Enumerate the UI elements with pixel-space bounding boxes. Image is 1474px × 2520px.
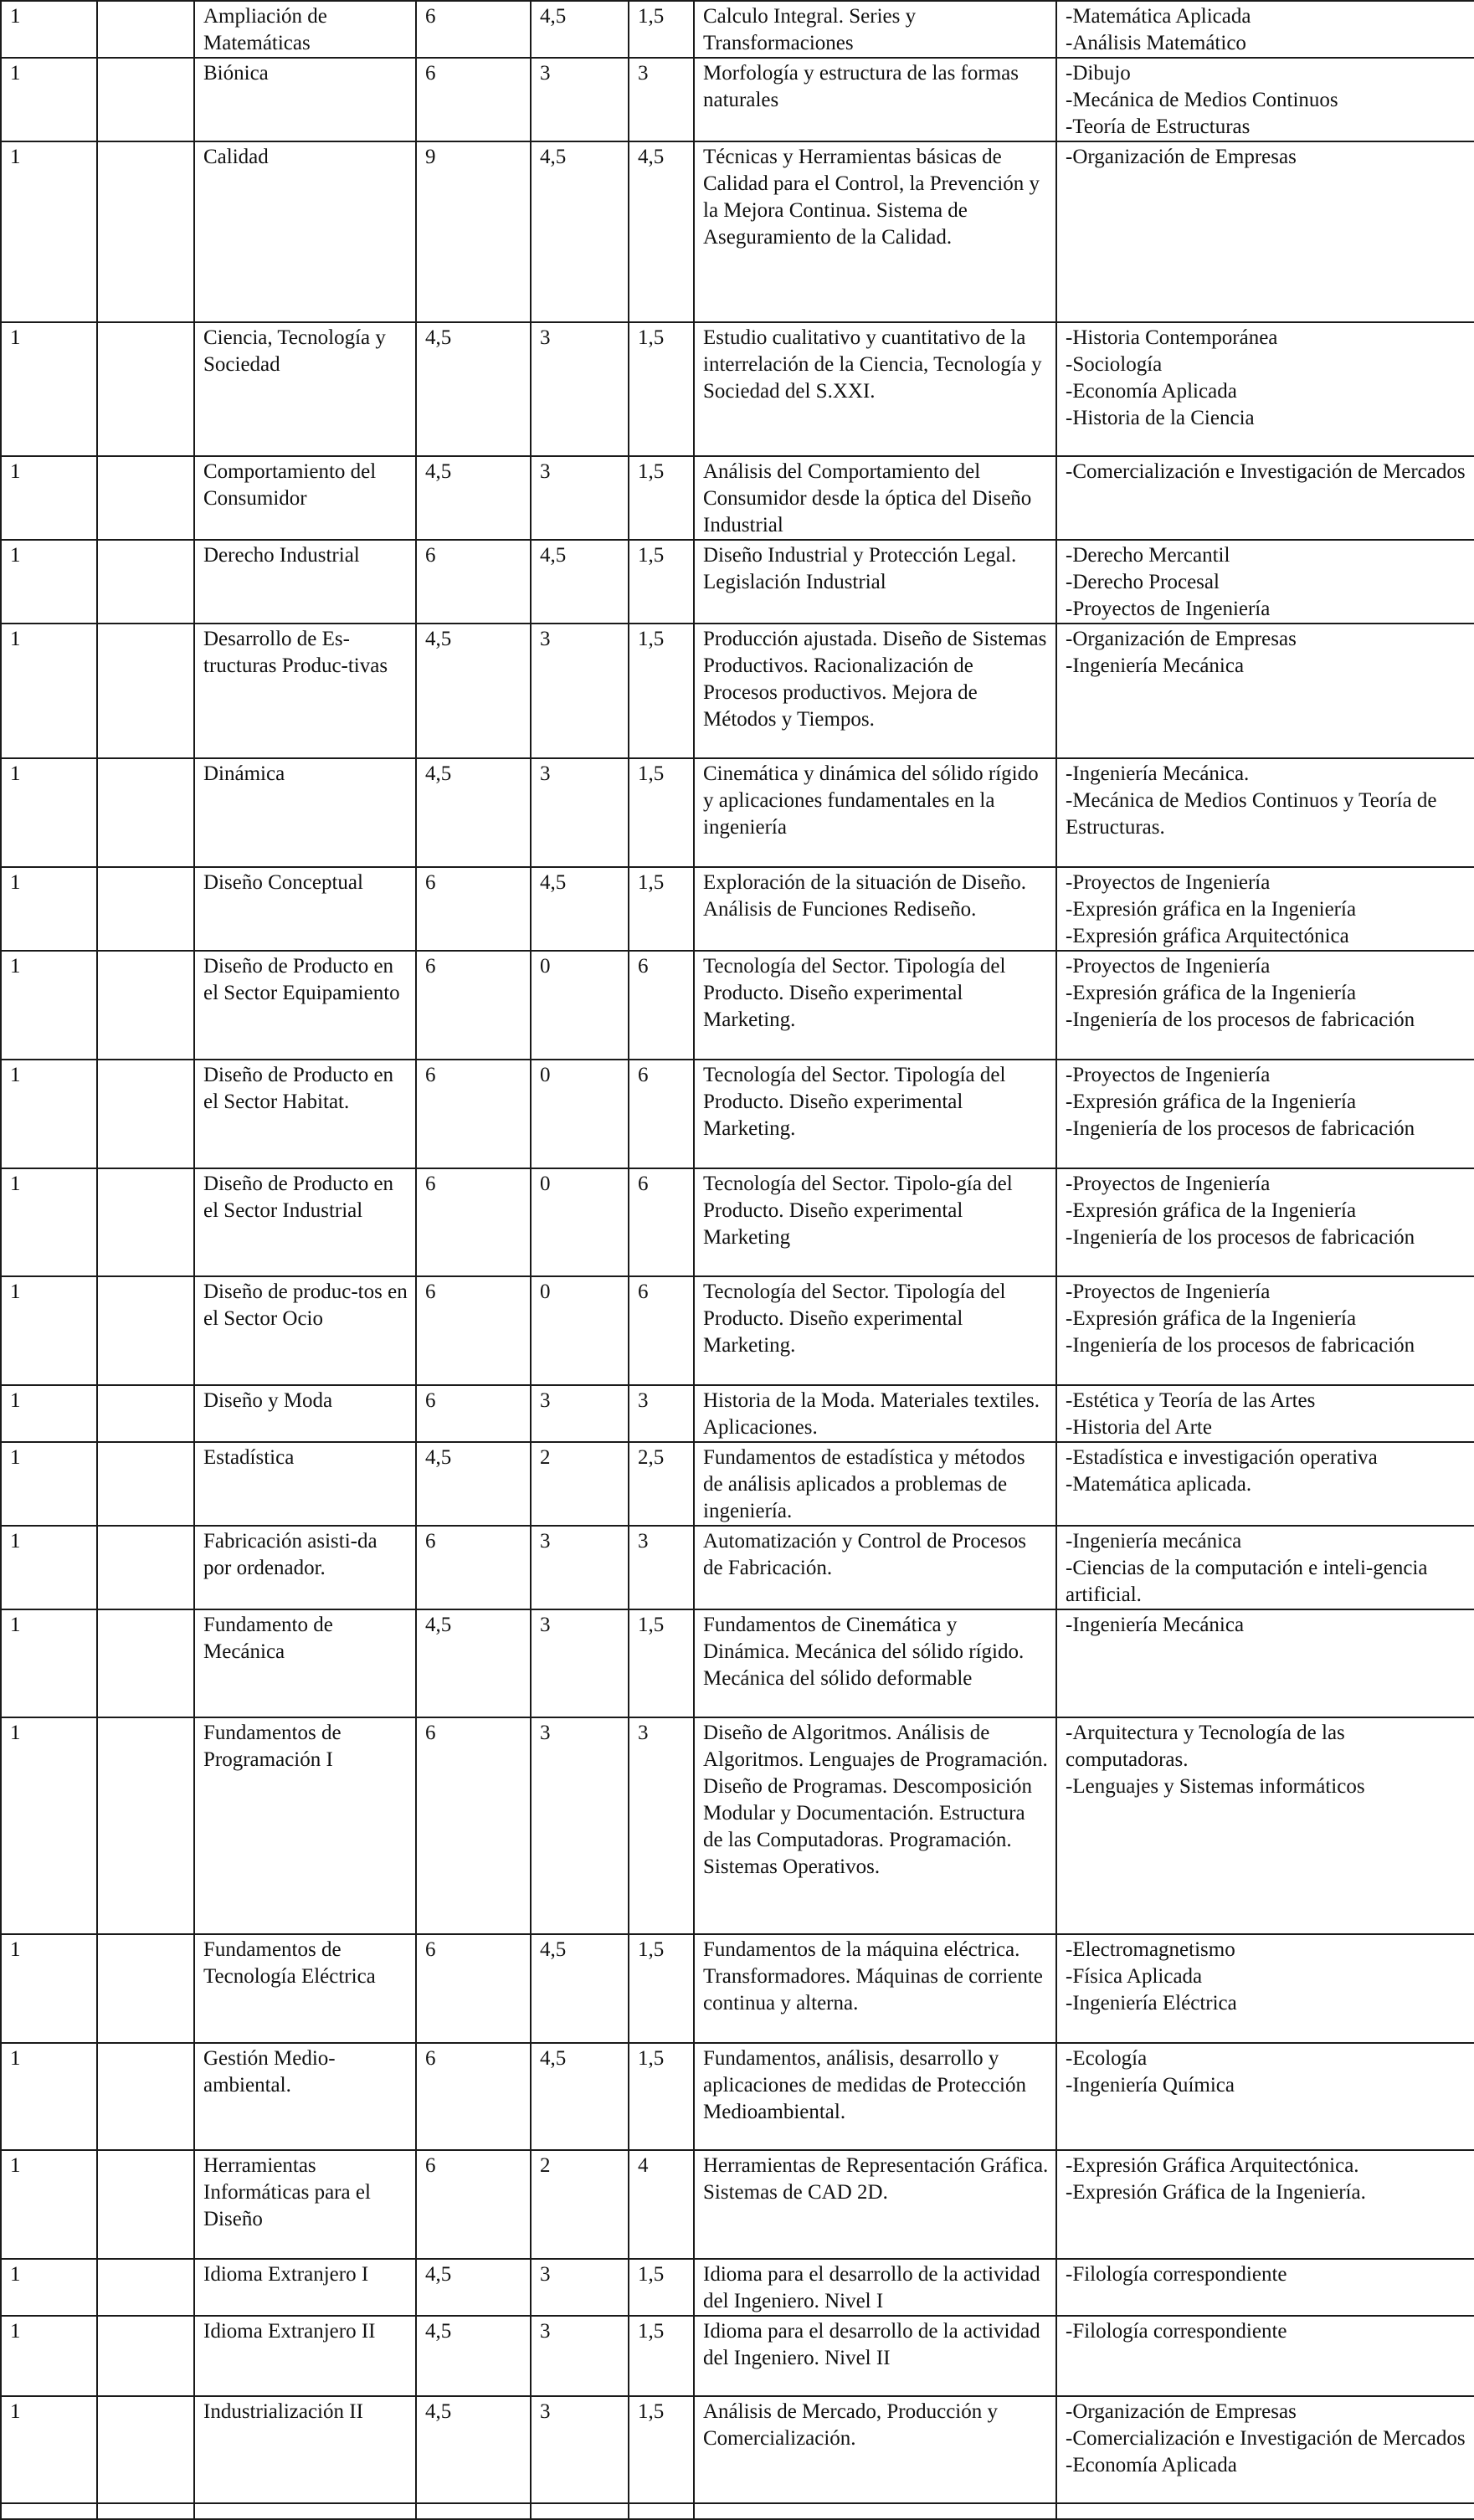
total-credits-cell: 6	[416, 1060, 531, 1168]
knowledge-area-item: -Ecología	[1066, 2047, 1148, 2070]
content-cell: Fundamentos de Cinemática y Dinámica. Mecánica del sólido rígido. Mecánica del sólido deformable	[694, 1609, 1056, 1717]
type-cell	[97, 624, 194, 758]
total-credits-cell: 6	[416, 58, 531, 141]
knowledge-areas-cell	[1056, 951, 1474, 1060]
table-row	[1, 951, 1474, 1060]
theory-credits-cell: 3	[531, 1717, 629, 1934]
subject-name-cell: Ampliación de Matemáticas	[194, 1, 416, 58]
type-cell	[97, 1934, 194, 2043]
content-cell: Tecnología del Sector. Tipología del Producto. Diseño experimental Marketing.	[694, 1276, 1056, 1385]
total-credits-cell: 6	[416, 1385, 531, 1442]
table-row	[1, 322, 1474, 456]
type-cell	[97, 758, 194, 867]
total-credits-cell: 6	[416, 867, 531, 951]
knowledge-areas-cell	[1056, 2043, 1474, 2150]
course-cell: 1	[1, 951, 97, 1060]
content-cell: Exploración de la situación de Diseño. Análisis de Funciones Rediseño.	[694, 867, 1056, 951]
total-credits-cell: 6	[416, 1717, 531, 1934]
type-cell	[97, 1442, 194, 1526]
practice-credits-cell: 6	[629, 1060, 694, 1168]
practice-credits-cell: 6	[629, 1276, 694, 1385]
total-credits-cell: 6	[416, 1, 531, 58]
course-cell: 1	[1, 1717, 97, 1934]
knowledge-areas-cell	[1056, 322, 1474, 456]
knowledge-area-item: -Ingeniería Mecánica	[1066, 1614, 1245, 1636]
knowledge-area-item: -Matemática aplicada.	[1066, 1473, 1252, 1496]
total-credits-cell: 6	[416, 1934, 531, 2043]
type-cell	[97, 2259, 194, 2316]
subject-name-cell: Diseño de Producto en el Sector Habitat.	[194, 1060, 416, 1168]
subject-name-cell: Herramientas Informáticas para el Diseño	[194, 2150, 416, 2259]
type-cell	[97, 540, 194, 624]
knowledge-areas-cell	[1056, 1609, 1474, 1717]
practice-credits-cell: 1,5	[629, 624, 694, 758]
content-cell: Tecnología del Sector. Tipolo-gía del Producto. Diseño experimental Marketing	[694, 1168, 1056, 1276]
table-row	[1, 58, 1474, 141]
type-cell	[97, 2503, 194, 2519]
content-cell: Historia de la Moda. Materiales textiles. Aplicaciones.	[694, 1385, 1056, 1442]
knowledge-area-item: -Derecho Procesal	[1066, 571, 1220, 593]
course-cell: 1	[1, 2396, 97, 2503]
content-cell: Diseño Industrial y Protección Legal. Legislación Industrial	[694, 540, 1056, 624]
table-row	[1, 2150, 1474, 2259]
table-row	[1, 758, 1474, 867]
knowledge-area-item: -Filología correspondiente	[1066, 2263, 1287, 2286]
knowledge-areas-cell	[1056, 1168, 1474, 1276]
theory-credits-cell: 3	[531, 2259, 629, 2316]
knowledge-area-item: -Lenguajes y Sistemas informáticos	[1066, 1775, 1365, 1798]
type-cell	[97, 2150, 194, 2259]
subject-name-cell	[194, 2503, 416, 2519]
course-cell: 1	[1, 1609, 97, 1717]
course-cell: 1	[1, 1276, 97, 1385]
table-row	[1, 1, 1474, 58]
course-cell	[1, 2503, 97, 2519]
course-cell: 1	[1, 624, 97, 758]
type-cell	[97, 58, 194, 141]
content-cell: Análisis del Comportamiento del Consumidor desde la óptica del Diseño Industrial	[694, 456, 1056, 540]
knowledge-area-item: -Análisis Matemático	[1066, 32, 1246, 54]
total-credits-cell: 4,5	[416, 456, 531, 540]
total-credits-cell	[416, 2503, 531, 2519]
knowledge-areas-cell	[1056, 1526, 1474, 1609]
course-cell: 1	[1, 1934, 97, 2043]
table-row	[1, 2396, 1474, 2503]
course-cell: 1	[1, 2259, 97, 2316]
knowledge-area-item: -Mecánica de Medios Continuos	[1066, 89, 1338, 111]
type-cell	[97, 1, 194, 58]
content-cell: Herramientas de Representación Gráfica. Sistemas de CAD 2D.	[694, 2150, 1056, 2259]
course-cell: 1	[1, 540, 97, 624]
knowledge-area-item: -Ingeniería de los procesos de fabricación	[1066, 1117, 1415, 1140]
content-cell: Análisis de Mercado, Producción y Comercialización.	[694, 2396, 1056, 2503]
table-row	[1, 2043, 1474, 2150]
table-row	[1, 1385, 1474, 1442]
knowledge-area-item: -Ingeniería Química	[1066, 2074, 1235, 2097]
course-cell: 1	[1, 1526, 97, 1609]
type-cell	[97, 456, 194, 540]
theory-credits-cell: 3	[531, 2316, 629, 2396]
theory-credits-cell: 3	[531, 456, 629, 540]
knowledge-areas-cell	[1056, 624, 1474, 758]
content-cell: Técnicas y Herramientas básicas de Calidad para el Control, la Prevención y la Mejora Continua. Sistema de Aseguramiento de la Calidad.	[694, 141, 1056, 322]
knowledge-areas-cell	[1056, 141, 1474, 322]
theory-credits-cell: 3	[531, 2396, 629, 2503]
knowledge-areas-cell	[1056, 2316, 1474, 2396]
knowledge-area-item: -Expresión gráfica de la Ingeniería	[1066, 1307, 1357, 1330]
knowledge-area-item: -Arquitectura y Tecnología de las computadoras.	[1066, 1722, 1345, 1771]
table-row	[1, 1934, 1474, 2043]
content-cell	[694, 2503, 1056, 2519]
knowledge-areas-cell	[1056, 2150, 1474, 2259]
knowledge-area-item: -Ingeniería de los procesos de fabricación	[1066, 1226, 1415, 1249]
content-cell: Fundamentos de la máquina eléctrica. Transformadores. Máquinas de corriente continua y alterna.	[694, 1934, 1056, 2043]
knowledge-area-item: -Ingeniería de los procesos de fabricación	[1066, 1009, 1415, 1031]
knowledge-area-item: -Ingeniería Eléctrica	[1066, 1992, 1237, 2014]
knowledge-area-item: -Historia Contemporánea	[1066, 326, 1278, 349]
practice-credits-cell: 1,5	[629, 2316, 694, 2396]
theory-credits-cell: 0	[531, 1276, 629, 1385]
knowledge-areas-cell	[1056, 540, 1474, 624]
type-cell	[97, 1385, 194, 1442]
practice-credits-cell	[629, 2503, 694, 2519]
subject-name-cell: Idioma Extranjero I	[194, 2259, 416, 2316]
course-cell: 1	[1, 58, 97, 141]
knowledge-area-item: -Ingeniería mecánica	[1066, 1530, 1242, 1553]
subject-name-cell: Comportamiento del Consumidor	[194, 456, 416, 540]
course-cell: 1	[1, 456, 97, 540]
type-cell	[97, 2043, 194, 2150]
knowledge-area-item: -Expresión gráfica de la Ingeniería	[1066, 982, 1357, 1004]
course-cell: 1	[1, 1385, 97, 1442]
practice-credits-cell: 1,5	[629, 540, 694, 624]
theory-credits-cell: 4,5	[531, 2043, 629, 2150]
subject-name-cell: Diseño Conceptual	[194, 867, 416, 951]
total-credits-cell: 6	[416, 2043, 531, 2150]
knowledge-areas-cell	[1056, 2259, 1474, 2316]
total-credits-cell: 6	[416, 1526, 531, 1609]
total-credits-cell: 4,5	[416, 2396, 531, 2503]
knowledge-area-item: -Derecho Mercantil	[1066, 544, 1230, 567]
knowledge-areas-cell	[1056, 1, 1474, 58]
table-row	[1, 1526, 1474, 1609]
total-credits-cell: 9	[416, 141, 531, 322]
practice-credits-cell: 6	[629, 951, 694, 1060]
content-cell: Estudio cualitativo y cuantitativo de la interrelación de la Ciencia, Tecnología y Sociedad del S.XXI.	[694, 322, 1056, 456]
knowledge-areas-cell	[1056, 2396, 1474, 2503]
knowledge-areas-cell	[1056, 758, 1474, 867]
type-cell	[97, 141, 194, 322]
table-row	[1, 1717, 1474, 1934]
subject-name-cell: Desarrollo de Es-tructuras Produc-tivas	[194, 624, 416, 758]
total-credits-cell: 6	[416, 2150, 531, 2259]
course-cell: 1	[1, 141, 97, 322]
knowledge-area-item: -Organización de Empresas	[1066, 628, 1297, 650]
knowledge-area-item: -Expresión Gráfica Arquitectónica.	[1066, 2154, 1359, 2177]
table-row	[1, 2503, 1474, 2519]
course-cell: 1	[1, 867, 97, 951]
knowledge-area-item: -Ciencias de la computación e inteli-gencia artificial.	[1066, 1557, 1428, 1606]
table-row	[1, 2259, 1474, 2316]
table-row	[1, 2316, 1474, 2396]
knowledge-areas-cell	[1056, 1276, 1474, 1385]
total-credits-cell: 6	[416, 1168, 531, 1276]
theory-credits-cell: 3	[531, 1526, 629, 1609]
knowledge-area-item: -Ingeniería Mecánica	[1066, 654, 1245, 677]
course-cell: 1	[1, 758, 97, 867]
course-cell: 1	[1, 2043, 97, 2150]
theory-credits-cell: 4,5	[531, 1934, 629, 2043]
knowledge-area-item: -Proyectos de Ingeniería	[1066, 1281, 1271, 1303]
knowledge-area-item: -Proyectos de Ingeniería	[1066, 871, 1271, 894]
subject-name-cell: Gestión Medio-ambiental.	[194, 2043, 416, 2150]
theory-credits-cell: 2	[531, 1442, 629, 1526]
theory-credits-cell: 4,5	[531, 1, 629, 58]
practice-credits-cell: 1,5	[629, 1934, 694, 2043]
table-row	[1, 1442, 1474, 1526]
subject-name-cell: Industrialización II	[194, 2396, 416, 2503]
knowledge-areas-cell	[1056, 867, 1474, 951]
theory-credits-cell: 0	[531, 1168, 629, 1276]
theory-credits-cell: 3	[531, 1385, 629, 1442]
knowledge-area-item: -Ingeniería de los procesos de fabricación	[1066, 1334, 1415, 1357]
knowledge-area-item: -Comercialización e Investigación de Mercados	[1066, 2427, 1466, 2450]
content-cell: Idioma para el desarrollo de la actividad del Ingeniero. Nivel II	[694, 2316, 1056, 2396]
practice-credits-cell: 1,5	[629, 322, 694, 456]
knowledge-area-item: -Expresión gráfica en la Ingeniería	[1066, 898, 1357, 921]
theory-credits-cell: 4,5	[531, 867, 629, 951]
total-credits-cell: 4,5	[416, 322, 531, 456]
knowledge-area-item: -Matemática Aplicada	[1066, 5, 1251, 28]
subject-name-cell: Idioma Extranjero II	[194, 2316, 416, 2396]
table-row	[1, 1276, 1474, 1385]
total-credits-cell: 4,5	[416, 2259, 531, 2316]
subject-name-cell: Diseño de Producto en el Sector Equipamiento	[194, 951, 416, 1060]
content-cell: Fundamentos, análisis, desarrollo y aplicaciones de medidas de Protección Medioambiental.	[694, 2043, 1056, 2150]
content-cell: Producción ajustada. Diseño de Sistemas Productivos. Racionalización de Procesos productivos. Mejora de Métodos y Tiempos.	[694, 624, 1056, 758]
knowledge-area-item: -Historia del Arte	[1066, 1416, 1212, 1439]
total-credits-cell: 4,5	[416, 758, 531, 867]
knowledge-areas-cell	[1056, 1934, 1474, 2043]
subject-name-cell: Fundamento de Mecánica	[194, 1609, 416, 1717]
content-cell: Diseño de Algoritmos. Análisis de Algoritmos. Lenguajes de Programación. Diseño de Programas. Descomposición Modular y Documentación. Estructura de las Computadoras. Programación. Sistemas Operativos.	[694, 1717, 1056, 1934]
practice-credits-cell: 1,5	[629, 1609, 694, 1717]
knowledge-area-item: -Expresión gráfica de la Ingeniería	[1066, 1199, 1357, 1222]
course-cell: 1	[1, 1442, 97, 1526]
subject-name-cell: Diseño de produc-tos en el Sector Ocio	[194, 1276, 416, 1385]
subject-name-cell: Biónica	[194, 58, 416, 141]
knowledge-area-item: -Mecánica de Medios Continuos y Teoría de Estructuras.	[1066, 789, 1437, 839]
knowledge-area-item: -Dibujo	[1066, 62, 1131, 85]
table-row	[1, 1060, 1474, 1168]
type-cell	[97, 1609, 194, 1717]
content-cell: Fundamentos de estadística y métodos de análisis aplicados a problemas de ingeniería.	[694, 1442, 1056, 1526]
total-credits-cell: 4,5	[416, 1609, 531, 1717]
knowledge-areas-cell	[1056, 1717, 1474, 1934]
table-row	[1, 456, 1474, 540]
practice-credits-cell: 3	[629, 1526, 694, 1609]
knowledge-area-item: -Proyectos de Ingeniería	[1066, 955, 1271, 978]
theory-credits-cell: 0	[531, 951, 629, 1060]
knowledge-area-item: -Historia de la Ciencia	[1066, 407, 1255, 429]
subjects-table-body	[1, 1, 1474, 2519]
subject-name-cell: Ciencia, Tecnología y Sociedad	[194, 322, 416, 456]
course-cell: 1	[1, 1, 97, 58]
theory-credits-cell	[531, 2503, 629, 2519]
knowledge-area-item: -Teoría de Estructuras	[1066, 115, 1251, 138]
subject-name-cell: Derecho Industrial	[194, 540, 416, 624]
knowledge-areas-cell	[1056, 2503, 1474, 2519]
theory-credits-cell: 3	[531, 758, 629, 867]
knowledge-area-item: -Ingeniería Mecánica.	[1066, 762, 1250, 785]
table-row	[1, 141, 1474, 322]
theory-credits-cell: 2	[531, 2150, 629, 2259]
content-cell: Cinemática y dinámica del sólido rígido y aplicaciones fundamentales en la ingeniería	[694, 758, 1056, 867]
type-cell	[97, 1060, 194, 1168]
type-cell	[97, 2396, 194, 2503]
knowledge-area-item: -Proyectos de Ingeniería	[1066, 1064, 1271, 1086]
knowledge-areas-cell	[1056, 1060, 1474, 1168]
practice-credits-cell: 4,5	[629, 141, 694, 322]
practice-credits-cell: 3	[629, 58, 694, 141]
theory-credits-cell: 3	[531, 624, 629, 758]
total-credits-cell: 6	[416, 951, 531, 1060]
course-cell: 1	[1, 2150, 97, 2259]
table-row	[1, 1609, 1474, 1717]
content-cell: Calculo Integral. Series y Transformaciones	[694, 1, 1056, 58]
practice-credits-cell: 1,5	[629, 456, 694, 540]
subject-name-cell: Estadística	[194, 1442, 416, 1526]
course-cell: 1	[1, 1060, 97, 1168]
type-cell	[97, 2316, 194, 2396]
subject-name-cell: Dinámica	[194, 758, 416, 867]
knowledge-area-item: -Economía Aplicada	[1066, 380, 1237, 403]
practice-credits-cell: 1,5	[629, 867, 694, 951]
practice-credits-cell: 3	[629, 1385, 694, 1442]
subject-name-cell: Fundamentos de Programación I	[194, 1717, 416, 1934]
content-cell: Morfología y estructura de las formas naturales	[694, 58, 1056, 141]
content-cell: Tecnología del Sector. Tipología del Producto. Diseño experimental Marketing.	[694, 1060, 1056, 1168]
course-cell: 1	[1, 1168, 97, 1276]
knowledge-area-item: -Comercialización e Investigación de Mercados	[1066, 460, 1466, 483]
content-cell: Tecnología del Sector. Tipología del Producto. Diseño experimental Marketing.	[694, 951, 1056, 1060]
knowledge-area-item: -Expresión gráfica de la Ingeniería	[1066, 1091, 1357, 1113]
total-credits-cell: 4,5	[416, 624, 531, 758]
total-credits-cell: 4,5	[416, 1442, 531, 1526]
knowledge-area-item: -Proyectos de Ingeniería	[1066, 598, 1271, 620]
knowledge-areas-cell	[1056, 1442, 1474, 1526]
knowledge-area-item: -Sociología	[1066, 353, 1163, 376]
subject-name-cell: Fundamentos de Tecnología Eléctrica	[194, 1934, 416, 2043]
knowledge-area-item: -Filología correspondiente	[1066, 2320, 1287, 2343]
knowledge-area-item: -Estadística e investigación operativa	[1066, 1446, 1378, 1469]
theory-credits-cell: 3	[531, 58, 629, 141]
table-row	[1, 1168, 1474, 1276]
content-cell: Idioma para el desarrollo de la actividad del Ingeniero. Nivel I	[694, 2259, 1056, 2316]
total-credits-cell: 6	[416, 1276, 531, 1385]
knowledge-area-item: -Expresión gráfica Arquitectónica	[1066, 925, 1349, 947]
subject-name-cell: Diseño y Moda	[194, 1385, 416, 1442]
table-row	[1, 867, 1474, 951]
total-credits-cell: 4,5	[416, 2316, 531, 2396]
knowledge-area-item: -Organización de Empresas	[1066, 2400, 1297, 2423]
practice-credits-cell: 6	[629, 1168, 694, 1276]
theory-credits-cell: 0	[531, 1060, 629, 1168]
content-cell: Automatización y Control de Procesos de Fabricación.	[694, 1526, 1056, 1609]
knowledge-area-item: -Organización de Empresas	[1066, 146, 1297, 168]
theory-credits-cell: 4,5	[531, 540, 629, 624]
practice-credits-cell: 1,5	[629, 2259, 694, 2316]
knowledge-area-item: -Estética y Teoría de las Artes	[1066, 1389, 1316, 1412]
knowledge-area-item: -Economía Aplicada	[1066, 2454, 1237, 2476]
subject-name-cell: Fabricación asisti-da por ordenador.	[194, 1526, 416, 1609]
type-cell	[97, 1717, 194, 1934]
type-cell	[97, 322, 194, 456]
type-cell	[97, 1526, 194, 1609]
subject-name-cell: Calidad	[194, 141, 416, 322]
practice-credits-cell: 1,5	[629, 758, 694, 867]
table-row	[1, 624, 1474, 758]
practice-credits-cell: 3	[629, 1717, 694, 1934]
knowledge-areas-cell	[1056, 1385, 1474, 1442]
subject-name-cell: Diseño de Producto en el Sector Industrial	[194, 1168, 416, 1276]
practice-credits-cell: 1,5	[629, 1, 694, 58]
course-cell: 1	[1, 2316, 97, 2396]
knowledge-area-item: -Electromagnetismo	[1066, 1938, 1235, 1961]
knowledge-area-item: -Física Aplicada	[1066, 1965, 1203, 1988]
theory-credits-cell: 3	[531, 322, 629, 456]
table-row	[1, 540, 1474, 624]
type-cell	[97, 1168, 194, 1276]
knowledge-areas-cell	[1056, 456, 1474, 540]
type-cell	[97, 951, 194, 1060]
theory-credits-cell: 4,5	[531, 141, 629, 322]
practice-credits-cell: 2,5	[629, 1442, 694, 1526]
practice-credits-cell: 1,5	[629, 2396, 694, 2503]
practice-credits-cell: 4	[629, 2150, 694, 2259]
course-cell: 1	[1, 322, 97, 456]
theory-credits-cell: 3	[531, 1609, 629, 1717]
knowledge-area-item: -Expresión Gráfica de la Ingeniería.	[1066, 2181, 1366, 2204]
total-credits-cell: 6	[416, 540, 531, 624]
type-cell	[97, 1276, 194, 1385]
practice-credits-cell: 1,5	[629, 2043, 694, 2150]
knowledge-area-item: -Proyectos de Ingeniería	[1066, 1173, 1271, 1195]
knowledge-areas-cell	[1056, 58, 1474, 141]
type-cell	[97, 867, 194, 951]
